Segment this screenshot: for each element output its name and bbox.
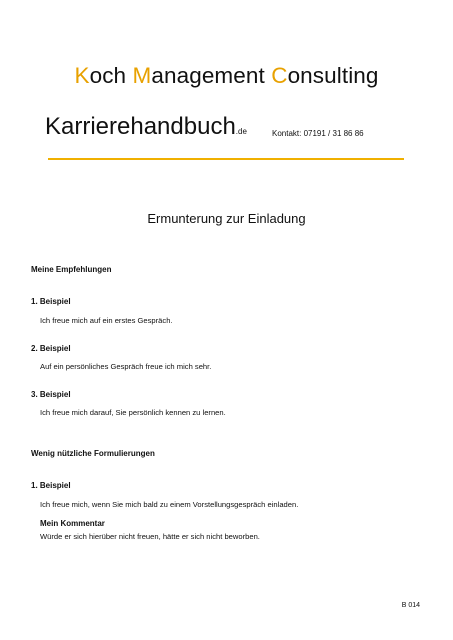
- company-letter-k: K: [74, 63, 90, 88]
- example-label: 1. Beispiel: [31, 481, 71, 490]
- company-word-rest: anagement: [151, 63, 272, 88]
- company-word-rest: onsulting: [287, 63, 379, 88]
- brand-tld: .de: [235, 127, 247, 136]
- brand-name: Karrierehandbuch: [45, 113, 236, 140]
- example-text: Ich freue mich, wenn Sie mich bald zu einem Vorstellungsgespräch einladen.: [40, 500, 299, 509]
- comment-heading: Mein Kommentar: [40, 519, 105, 528]
- example-text: Auf ein persönliches Gespräch freue ich mich sehr.: [40, 362, 212, 371]
- document-title: Ermunterung zur Einladung: [147, 211, 306, 226]
- example-text: Ich freue mich auf ein erstes Gespräch.: [40, 316, 173, 325]
- example-text: Ich freue mich darauf, Sie persönlich kennen zu lernen.: [40, 408, 226, 417]
- section-heading-recommendations: Meine Empfehlungen: [31, 265, 112, 274]
- company-letter-c: C: [271, 63, 288, 88]
- page-number: B 014: [401, 602, 420, 609]
- example-label: 3. Beispiel: [31, 390, 71, 399]
- header-divider: [48, 158, 404, 160]
- company-name: [0, 63, 453, 89]
- contact-info: Kontakt: 07191 / 31 86 86: [272, 129, 364, 138]
- company-word-rest: och: [89, 63, 133, 88]
- example-label: 1. Beispiel: [31, 297, 71, 306]
- example-label: 2. Beispiel: [31, 344, 71, 353]
- company-letter-m: M: [132, 63, 152, 88]
- comment-text: Würde er sich hierüber nicht freuen, hätte er sich nicht beworben.: [40, 532, 260, 541]
- section-heading-weak-phrases: Wenig nützliche Formulierungen: [31, 449, 155, 458]
- brand-title: [45, 113, 247, 141]
